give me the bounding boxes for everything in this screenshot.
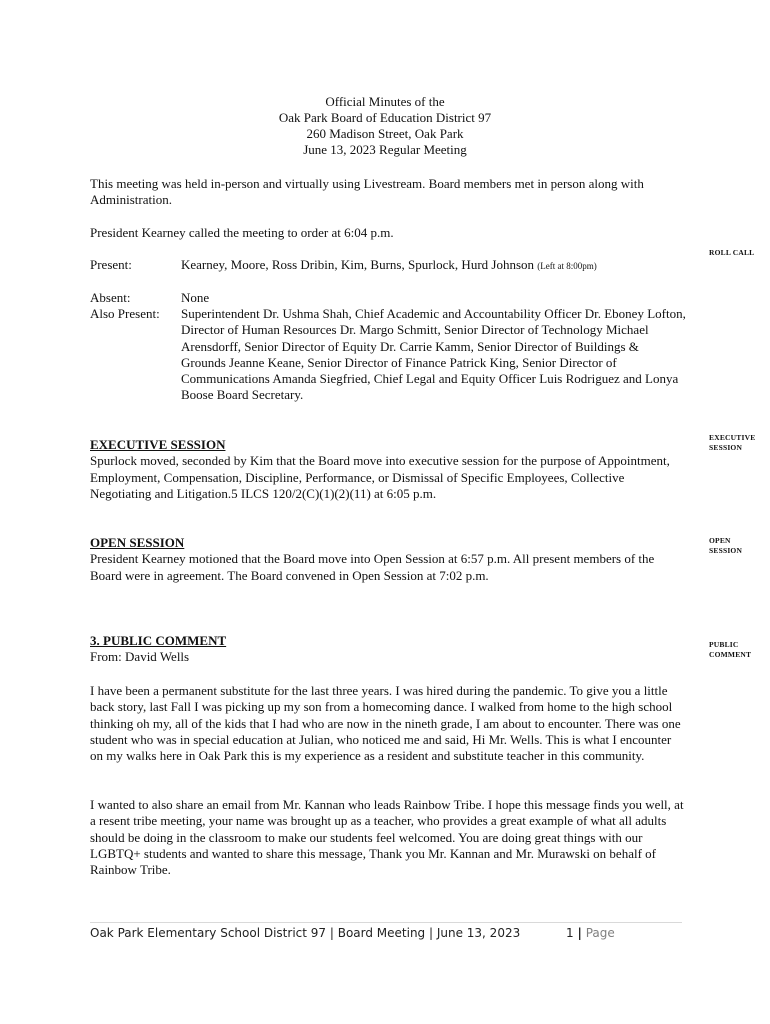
present-value (181, 257, 686, 274)
executive-session-heading: EXECUTIVE SESSION (90, 437, 226, 452)
public-comment-from: From: David Wells (90, 649, 190, 665)
call-to-order: President Kearney called the meeting to order at 6:04 p.m. (90, 225, 394, 240)
public-comment-section (90, 633, 685, 666)
page-word: Page (585, 926, 615, 940)
document-header (90, 94, 680, 158)
page-separator: | (577, 926, 582, 940)
present-names: Kearney, Moore, Ross Dribin, Kim, Burns, Spurlock, Hurd Johnson (181, 257, 535, 272)
public-comment-paragraph-2: I wanted to also share an email from Mr. Kannan who leads Rainbow Tribe. I hope this message finds you well, at a resent tribe meeting, your name was brought up as a teacher, who provides a great example of what all adults should be doing in the classroom to make our students feel welcomed. You are doing great things with our LGBTQ+ students and wanted to share this message, Thank you Mr. Kannan and Mr. Murawski on behalf of Rainbow Tribe. (90, 797, 684, 878)
footer-text: Oak Park Elementary School District 97 | Board Meeting | June 13, 2023 (90, 926, 521, 940)
margin-note-roll-call: ROLL CALL (709, 248, 755, 257)
open-session-text: President Kearney motioned that the Board move into Open Session at 6:57 p.m. All present members of the Board were in agreement. The Board convened in Open Session at 7:02 p.m. (90, 551, 655, 583)
executive-session-section (90, 437, 685, 502)
absent-value: None (181, 290, 210, 305)
executive-session-text: Spurlock moved, seconded by Kim that the Board move into executive session for the purpose of Appointment, Employment, Compensation, Discipline, Performance, or Dismissal of Specific Employees, Collective Negotiating and Litigation.5 ILCS 120/2(C)(1)(2)(11) at 6:05 p.m. (90, 453, 670, 501)
also-present-label: Also Present: (90, 306, 160, 321)
margin-note-public: PUBLIC COMMENT (709, 640, 752, 659)
open-session-section (90, 535, 685, 584)
margin-note-open: OPEN SESSION (709, 536, 743, 555)
page-number-value: 1 (566, 926, 574, 940)
absent-label: Absent: (90, 290, 131, 305)
footer-divider (90, 922, 682, 923)
header-line-4: June 13, 2023 Regular Meeting (303, 142, 467, 157)
present-label: Present: (90, 257, 132, 272)
intro-paragraph: This meeting was held in-person and virtually using Livestream. Board members met in person along with Administration. (90, 176, 644, 208)
public-comment-paragraph-1: I have been a permanent substitute for the last three years. I was hired during the pandemic. To give you a little back story, last Fall I was picking up my son from a homecoming dance. I walked from home to the high school thinking oh my, all of the kids that I had who are now in the nineth grade, I am about to encounter. There was one student who was in special education at Julian, who noticed me and said, Hi Mr. Wells. This is what I encounter on my walks here in Oak Park this is my experience as a resident and substitute teacher in this community. (90, 683, 681, 764)
page-number (566, 925, 615, 941)
header-line-3: 260 Madison Street, Oak Park (306, 126, 464, 141)
header-line-1: Official Minutes of the (325, 94, 445, 109)
open-session-heading: OPEN SESSION (90, 535, 185, 550)
header-line-2: Oak Park Board of Education District 97 (278, 110, 492, 125)
present-note: (Left at 8:00pm) (537, 261, 597, 271)
public-comment-heading: 3. PUBLIC COMMENT (90, 633, 227, 648)
also-present-value: Superintendent Dr. Ushma Shah, Chief Academic and Accountability Officer Dr. Eboney Lofton, Director of Human Resources Dr. Margo Schmitt, Senior Director of Technology Michael Arensdorff, Senior Director of Equity Dr. Carrie Kamm, Senior Director of Buildings & Grounds Jeanne Keane, Senior Director of Finance Patrick King, Senior Director of Communications Amanda Siegfried, Chief Legal and Equity Officer Luis Rodriguez and Lonya Boose Board Secretary. (181, 306, 686, 403)
margin-note-executive: EXECUTIVE SESSION (709, 433, 756, 452)
